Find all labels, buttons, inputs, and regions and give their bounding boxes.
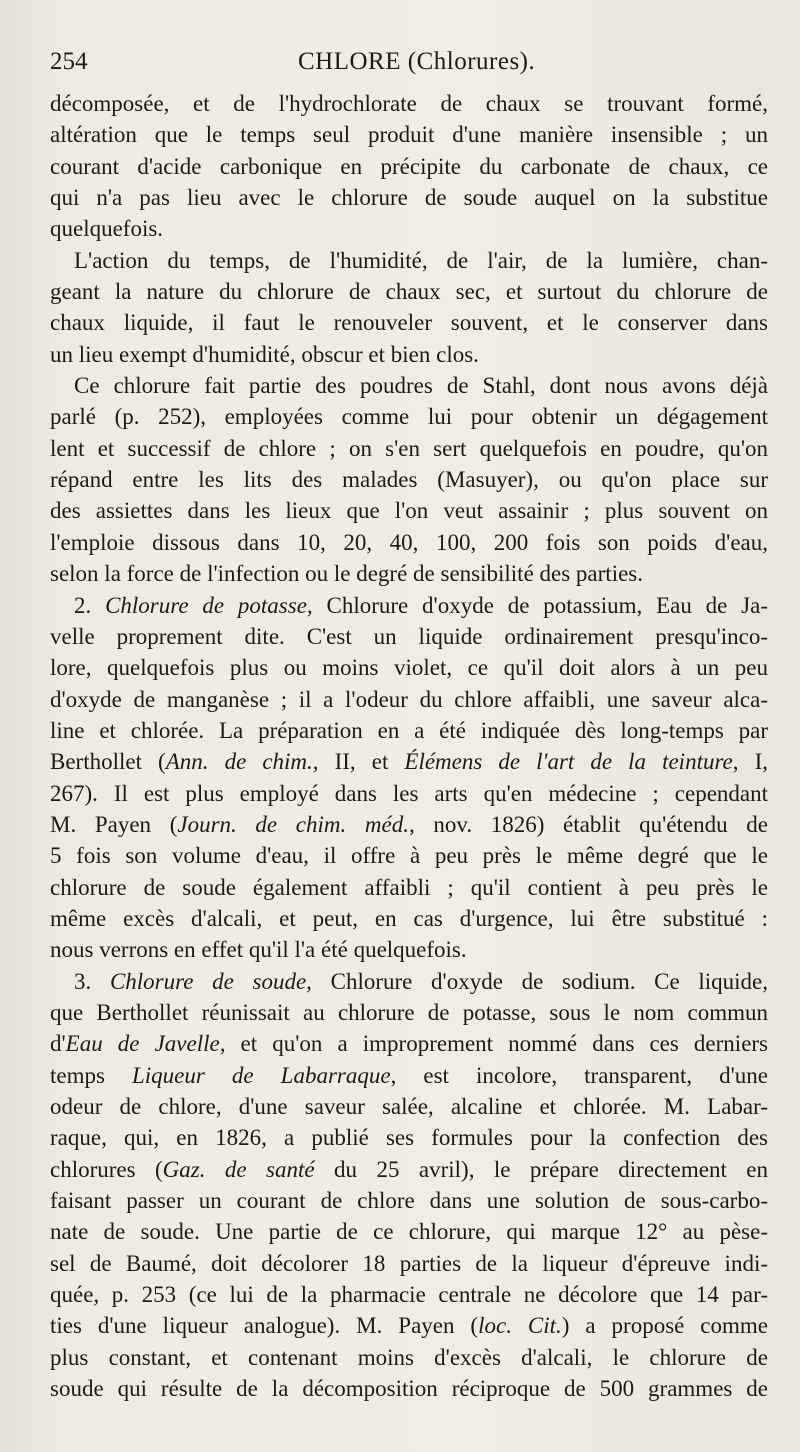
text-segment: Ce chlorure fait partie des poudres de Stahl, dont nous avons déjà bbox=[74, 373, 768, 399]
text-segment: faisant passer un courant de chlore dans une solution de sous-carbo- bbox=[50, 1188, 768, 1214]
text-segment: Berthollet ( bbox=[50, 749, 166, 775]
text-line bbox=[50, 1028, 768, 1059]
text-line bbox=[50, 88, 768, 119]
text-line bbox=[50, 527, 768, 558]
text-segment: 3. bbox=[74, 968, 110, 994]
text-segment: du 25 avril), le prépare directement en bbox=[314, 1156, 768, 1182]
text-segment: altération que le temps seul produit d'une manière insensible ; un bbox=[50, 122, 768, 148]
text-segment: lent et successif de chlore ; on s'en sert quelquefois en poudre, qu'on bbox=[50, 435, 768, 461]
text-segment: des assiettes dans les lieux que l'on veut assainir ; plus souvent on bbox=[50, 498, 768, 524]
italic-text: Gaz. de santé bbox=[162, 1156, 315, 1182]
text-segment: chlorure de soude également affaibli ; qu'il contient à peu près le bbox=[50, 874, 768, 900]
text-line bbox=[50, 1060, 768, 1091]
text-line bbox=[50, 715, 768, 746]
text-segment: et qu'on a improprement nommé dans ces derniers bbox=[225, 1031, 768, 1057]
text-segment: nate de soude. Une partie de ce chlorure, qui marque 12° au pèse- bbox=[50, 1219, 768, 1245]
text-segment: , I, bbox=[732, 749, 768, 775]
text-segment: d' bbox=[50, 1031, 66, 1057]
text-line bbox=[50, 621, 768, 652]
text-segment: M. Payen ( bbox=[50, 811, 178, 837]
text-segment: l'emploie dissous dans 10, 20, 40, 100, 200 fois son poids d'eau, bbox=[50, 529, 768, 555]
text-segment: 267). Il est plus employé dans les arts qu'en médecine ; cependant bbox=[50, 780, 768, 806]
text-line bbox=[50, 213, 768, 244]
body-text bbox=[50, 88, 768, 1404]
text-line bbox=[50, 401, 768, 432]
running-title: CHLORE (Chlorures). bbox=[298, 48, 536, 75]
text-line bbox=[50, 433, 768, 464]
text-segment: que Berthollet réunissait au chlorure de potasse, sous le nom commun bbox=[50, 999, 768, 1025]
text-line bbox=[50, 558, 768, 589]
text-segment: geant la nature du chlorure de chaux sec, et surtout du chlorure de bbox=[50, 279, 768, 305]
text-segment: Chlorure d'oxyde de sodium. Ce liquide, bbox=[311, 968, 768, 994]
text-segment: soude qui résulte de la décomposition réciproque de 500 grammes de bbox=[50, 1376, 768, 1402]
italic-text: Eau de Javelle, bbox=[65, 1031, 226, 1057]
text-segment: chlorures ( bbox=[50, 1156, 163, 1182]
text-line bbox=[50, 464, 768, 495]
text-segment: parlé (p. 252), employées comme lui pour obtenir un dégagement bbox=[50, 404, 768, 430]
page-number: 254 bbox=[50, 48, 88, 75]
text-line bbox=[50, 339, 768, 370]
text-segment: L'action du temps, de l'humidité, de l'air, de la lumière, chan- bbox=[74, 247, 768, 273]
text-line bbox=[50, 119, 768, 150]
text-line bbox=[50, 809, 768, 840]
text-segment: , II, et bbox=[312, 749, 405, 775]
text-segment: , nov. 1826) établit qu'étendu de bbox=[408, 811, 768, 837]
text-segment: un lieu exempt d'humidité, obscur et bien clos. bbox=[50, 341, 479, 367]
italic-text: Chlorure de potasse, bbox=[105, 592, 313, 618]
text-line bbox=[50, 1279, 768, 1310]
italic-text: loc. Cit. bbox=[478, 1313, 562, 1339]
text-segment: plus constant, et contenant moins d'excès d'alcali, le chlorure de bbox=[50, 1344, 768, 1370]
text-line bbox=[50, 370, 768, 401]
text-line bbox=[50, 307, 768, 338]
text-line bbox=[50, 590, 768, 621]
text-segment: même excès d'alcali, et peut, en cas d'urgence, lui être substitué : bbox=[50, 905, 768, 931]
text-line bbox=[50, 778, 768, 809]
text-line bbox=[50, 652, 768, 683]
text-line bbox=[50, 495, 768, 526]
italic-text: Liqueur de Labarraque bbox=[132, 1062, 391, 1088]
italic-text: Journ. de chim. méd. bbox=[177, 811, 409, 837]
text-segment: , est incolore, transparent, d'une bbox=[390, 1062, 768, 1088]
text-segment: Chlorure d'oxyde de potassium, Eau de Ja- bbox=[312, 592, 768, 618]
text-line bbox=[50, 746, 768, 777]
text-line bbox=[50, 840, 768, 871]
text-line bbox=[50, 1122, 768, 1153]
text-segment: sel de Baumé, doit décolorer 18 parties de la liqueur d'épreuve indi- bbox=[50, 1250, 768, 1276]
text-line bbox=[50, 276, 768, 307]
text-line bbox=[50, 151, 768, 182]
text-segment: courant d'acide carbonique en précipite du carbonate de chaux, ce bbox=[50, 153, 768, 179]
text-segment: velle proprement dite. C'est un liquide ordinairement presqu'inco- bbox=[50, 623, 768, 649]
text-segment: odeur de chlore, d'une saveur salée, alcaline et chlorée. M. Labar- bbox=[50, 1094, 768, 1119]
text-segment: d'oxyde de manganèse ; il a l'odeur du chlore affaibli, une saveur alca- bbox=[50, 686, 768, 712]
text-line bbox=[50, 245, 768, 276]
text-segment: nous verrons en effet qu'il l'a été quelquefois. bbox=[50, 937, 467, 963]
text-segment: qui n'a pas lieu avec le chlorure de soude auquel on la substitue bbox=[50, 185, 768, 211]
text-line bbox=[50, 1091, 768, 1122]
italic-text: Élémens de l'art de la teinture bbox=[404, 749, 733, 775]
text-segment: ties d'une liqueur analogue). M. Payen ( bbox=[50, 1313, 479, 1339]
text-line bbox=[50, 1185, 768, 1216]
text-segment: décomposée, et de l'hydrochlorate de chaux se trouvant formé, bbox=[50, 91, 768, 116]
text-line bbox=[50, 684, 768, 715]
text-line bbox=[50, 1154, 768, 1185]
text-segment: ) a proposé comme bbox=[561, 1313, 768, 1339]
text-segment: raque, qui, en 1826, a publié ses formules pour la confection des bbox=[50, 1125, 768, 1151]
text-line bbox=[50, 934, 768, 965]
text-segment: 5 fois son volume d'eau, il offre à peu près le même degré que le bbox=[50, 843, 768, 869]
italic-text: Ann. de chim. bbox=[165, 749, 313, 775]
text-line bbox=[50, 966, 768, 997]
text-line bbox=[50, 872, 768, 903]
text-segment: répand entre les lits des malades (Masuyer), ou qu'on place sur bbox=[50, 467, 768, 493]
text-line bbox=[50, 1373, 768, 1404]
text-line bbox=[50, 182, 768, 213]
page-header bbox=[50, 48, 760, 88]
text-segment: 2. bbox=[74, 592, 106, 618]
text-line bbox=[50, 1216, 768, 1247]
text-segment: chaux liquide, il faut le renouveler souvent, et le conserver dans bbox=[50, 310, 768, 336]
text-line bbox=[50, 997, 768, 1028]
text-line bbox=[50, 903, 768, 934]
text-segment: selon la force de l'infection ou le degré de sensibilité des parties. bbox=[50, 561, 643, 587]
text-line bbox=[50, 1342, 768, 1373]
text-segment: line et chlorée. La préparation en a été indiquée dès long-temps par bbox=[50, 717, 768, 743]
text-segment: temps bbox=[50, 1062, 132, 1088]
text-line bbox=[50, 1310, 768, 1341]
italic-text: Chlorure de soude, bbox=[109, 968, 312, 994]
text-segment: quée, p. 253 (ce lui de la pharmacie centrale ne décolore que 14 par- bbox=[50, 1282, 768, 1308]
text-segment: lore, quelquefois plus ou moins violet, ce qu'il doit alors à un peu bbox=[50, 655, 768, 681]
text-segment: quelquefois. bbox=[50, 216, 164, 242]
text-line bbox=[50, 1248, 768, 1279]
